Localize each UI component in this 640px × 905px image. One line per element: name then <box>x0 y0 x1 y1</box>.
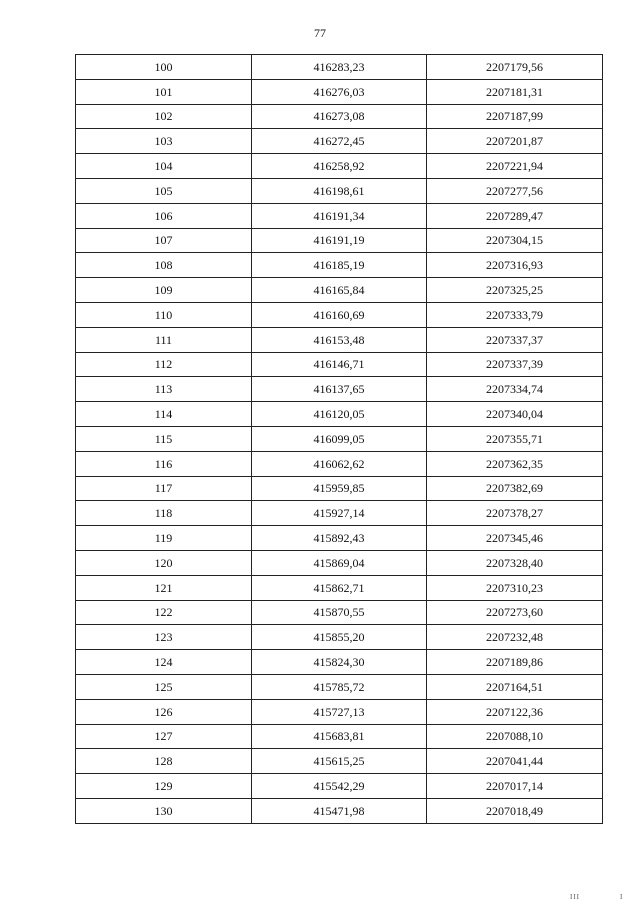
y-coordinate-cell: 2207345,46 <box>427 526 603 551</box>
x-coordinate-cell: 416165,84 <box>252 278 427 303</box>
table-row <box>76 550 603 575</box>
y-coordinate-cell: 2207221,94 <box>427 154 603 179</box>
table-row <box>76 501 603 526</box>
table-row <box>76 426 603 451</box>
table-row <box>76 575 603 600</box>
x-coordinate-cell: 415855,20 <box>252 625 427 650</box>
x-coordinate-cell: 416198,61 <box>252 178 427 203</box>
y-coordinate-cell: 2207337,39 <box>427 352 603 377</box>
y-coordinate-cell: 2207304,15 <box>427 228 603 253</box>
y-coordinate-cell: 2207378,27 <box>427 501 603 526</box>
table-row <box>76 104 603 129</box>
point-number-cell: 106 <box>76 203 252 228</box>
page-number: 77 <box>314 26 326 40</box>
table-row <box>76 352 603 377</box>
y-coordinate-cell: 2207017,14 <box>427 774 603 799</box>
x-coordinate-cell: 416146,71 <box>252 352 427 377</box>
point-number-cell: 119 <box>76 526 252 551</box>
table-row <box>76 377 603 402</box>
point-number-cell: 105 <box>76 178 252 203</box>
table-row <box>76 228 603 253</box>
footer-mark-right: I <box>620 893 624 901</box>
y-coordinate-cell: 2207277,56 <box>427 178 603 203</box>
table-row <box>76 154 603 179</box>
table-row <box>76 253 603 278</box>
coordinates-table <box>75 54 603 824</box>
x-coordinate-cell: 416185,19 <box>252 253 427 278</box>
x-coordinate-cell: 415892,43 <box>252 526 427 551</box>
table-row <box>76 451 603 476</box>
point-number-cell: 112 <box>76 352 252 377</box>
footer-mark-left: III <box>570 893 580 901</box>
point-number-cell: 118 <box>76 501 252 526</box>
x-coordinate-cell: 415862,71 <box>252 575 427 600</box>
x-coordinate-cell: 416191,34 <box>252 203 427 228</box>
x-coordinate-cell: 416120,05 <box>252 402 427 427</box>
x-coordinate-cell: 416137,65 <box>252 377 427 402</box>
table-row <box>76 749 603 774</box>
point-number-cell: 115 <box>76 426 252 451</box>
y-coordinate-cell: 2207041,44 <box>427 749 603 774</box>
point-number-cell: 116 <box>76 451 252 476</box>
y-coordinate-cell: 2207382,69 <box>427 476 603 501</box>
y-coordinate-cell: 2207289,47 <box>427 203 603 228</box>
table-row <box>76 774 603 799</box>
y-coordinate-cell: 2207355,71 <box>427 426 603 451</box>
y-coordinate-cell: 2207328,40 <box>427 550 603 575</box>
y-coordinate-cell: 2207310,23 <box>427 575 603 600</box>
y-coordinate-cell: 2207273,60 <box>427 600 603 625</box>
point-number-cell: 121 <box>76 575 252 600</box>
table-row <box>76 203 603 228</box>
point-number-cell: 103 <box>76 129 252 154</box>
point-number-cell: 127 <box>76 724 252 749</box>
x-coordinate-cell: 415615,25 <box>252 749 427 774</box>
x-coordinate-cell: 415927,14 <box>252 501 427 526</box>
x-coordinate-cell: 416258,92 <box>252 154 427 179</box>
table-row <box>76 724 603 749</box>
y-coordinate-cell: 2207181,31 <box>427 79 603 104</box>
x-coordinate-cell: 416283,23 <box>252 55 427 80</box>
table-row <box>76 178 603 203</box>
x-coordinate-cell: 415727,13 <box>252 699 427 724</box>
y-coordinate-cell: 2207333,79 <box>427 302 603 327</box>
y-coordinate-cell: 2207201,87 <box>427 129 603 154</box>
point-number-cell: 102 <box>76 104 252 129</box>
point-number-cell: 123 <box>76 625 252 650</box>
table-row <box>76 600 603 625</box>
y-coordinate-cell: 2207187,99 <box>427 104 603 129</box>
point-number-cell: 104 <box>76 154 252 179</box>
x-coordinate-cell: 416273,08 <box>252 104 427 129</box>
point-number-cell: 108 <box>76 253 252 278</box>
y-coordinate-cell: 2207337,37 <box>427 327 603 352</box>
table-row <box>76 650 603 675</box>
point-number-cell: 101 <box>76 79 252 104</box>
table-row <box>76 699 603 724</box>
y-coordinate-cell: 2207325,25 <box>427 278 603 303</box>
x-coordinate-cell: 415869,04 <box>252 550 427 575</box>
y-coordinate-cell: 2207362,35 <box>427 451 603 476</box>
y-coordinate-cell: 2207340,04 <box>427 402 603 427</box>
y-coordinate-cell: 2207232,48 <box>427 625 603 650</box>
point-number-cell: 130 <box>76 798 252 823</box>
point-number-cell: 100 <box>76 55 252 80</box>
table-row <box>76 55 603 80</box>
x-coordinate-cell: 415471,98 <box>252 798 427 823</box>
point-number-cell: 124 <box>76 650 252 675</box>
table-row <box>76 674 603 699</box>
point-number-cell: 113 <box>76 377 252 402</box>
table-row <box>76 278 603 303</box>
point-number-cell: 128 <box>76 749 252 774</box>
point-number-cell: 122 <box>76 600 252 625</box>
table-row <box>76 402 603 427</box>
table-row <box>76 129 603 154</box>
x-coordinate-cell: 416160,69 <box>252 302 427 327</box>
point-number-cell: 110 <box>76 302 252 327</box>
x-coordinate-cell: 415870,55 <box>252 600 427 625</box>
y-coordinate-cell: 2207334,74 <box>427 377 603 402</box>
table-row <box>76 79 603 104</box>
table-row <box>76 625 603 650</box>
point-number-cell: 107 <box>76 228 252 253</box>
x-coordinate-cell: 415785,72 <box>252 674 427 699</box>
x-coordinate-cell: 416099,05 <box>252 426 427 451</box>
point-number-cell: 120 <box>76 550 252 575</box>
coordinates-table-body <box>76 55 603 824</box>
point-number-cell: 125 <box>76 674 252 699</box>
point-number-cell: 114 <box>76 402 252 427</box>
point-number-cell: 126 <box>76 699 252 724</box>
y-coordinate-cell: 2207122,36 <box>427 699 603 724</box>
x-coordinate-cell: 415959,85 <box>252 476 427 501</box>
x-coordinate-cell: 415542,29 <box>252 774 427 799</box>
y-coordinate-cell: 2207179,56 <box>427 55 603 80</box>
point-number-cell: 117 <box>76 476 252 501</box>
table-row <box>76 302 603 327</box>
y-coordinate-cell: 2207316,93 <box>427 253 603 278</box>
table-row <box>76 476 603 501</box>
table-row <box>76 526 603 551</box>
y-coordinate-cell: 2207018,49 <box>427 798 603 823</box>
x-coordinate-cell: 416153,48 <box>252 327 427 352</box>
x-coordinate-cell: 416191,19 <box>252 228 427 253</box>
y-coordinate-cell: 2207088,10 <box>427 724 603 749</box>
point-number-cell: 109 <box>76 278 252 303</box>
x-coordinate-cell: 416062,62 <box>252 451 427 476</box>
table-row <box>76 327 603 352</box>
x-coordinate-cell: 416272,45 <box>252 129 427 154</box>
x-coordinate-cell: 415824,30 <box>252 650 427 675</box>
x-coordinate-cell: 415683,81 <box>252 724 427 749</box>
point-number-cell: 111 <box>76 327 252 352</box>
y-coordinate-cell: 2207189,86 <box>427 650 603 675</box>
point-number-cell: 129 <box>76 774 252 799</box>
y-coordinate-cell: 2207164,51 <box>427 674 603 699</box>
x-coordinate-cell: 416276,03 <box>252 79 427 104</box>
table-row <box>76 798 603 823</box>
